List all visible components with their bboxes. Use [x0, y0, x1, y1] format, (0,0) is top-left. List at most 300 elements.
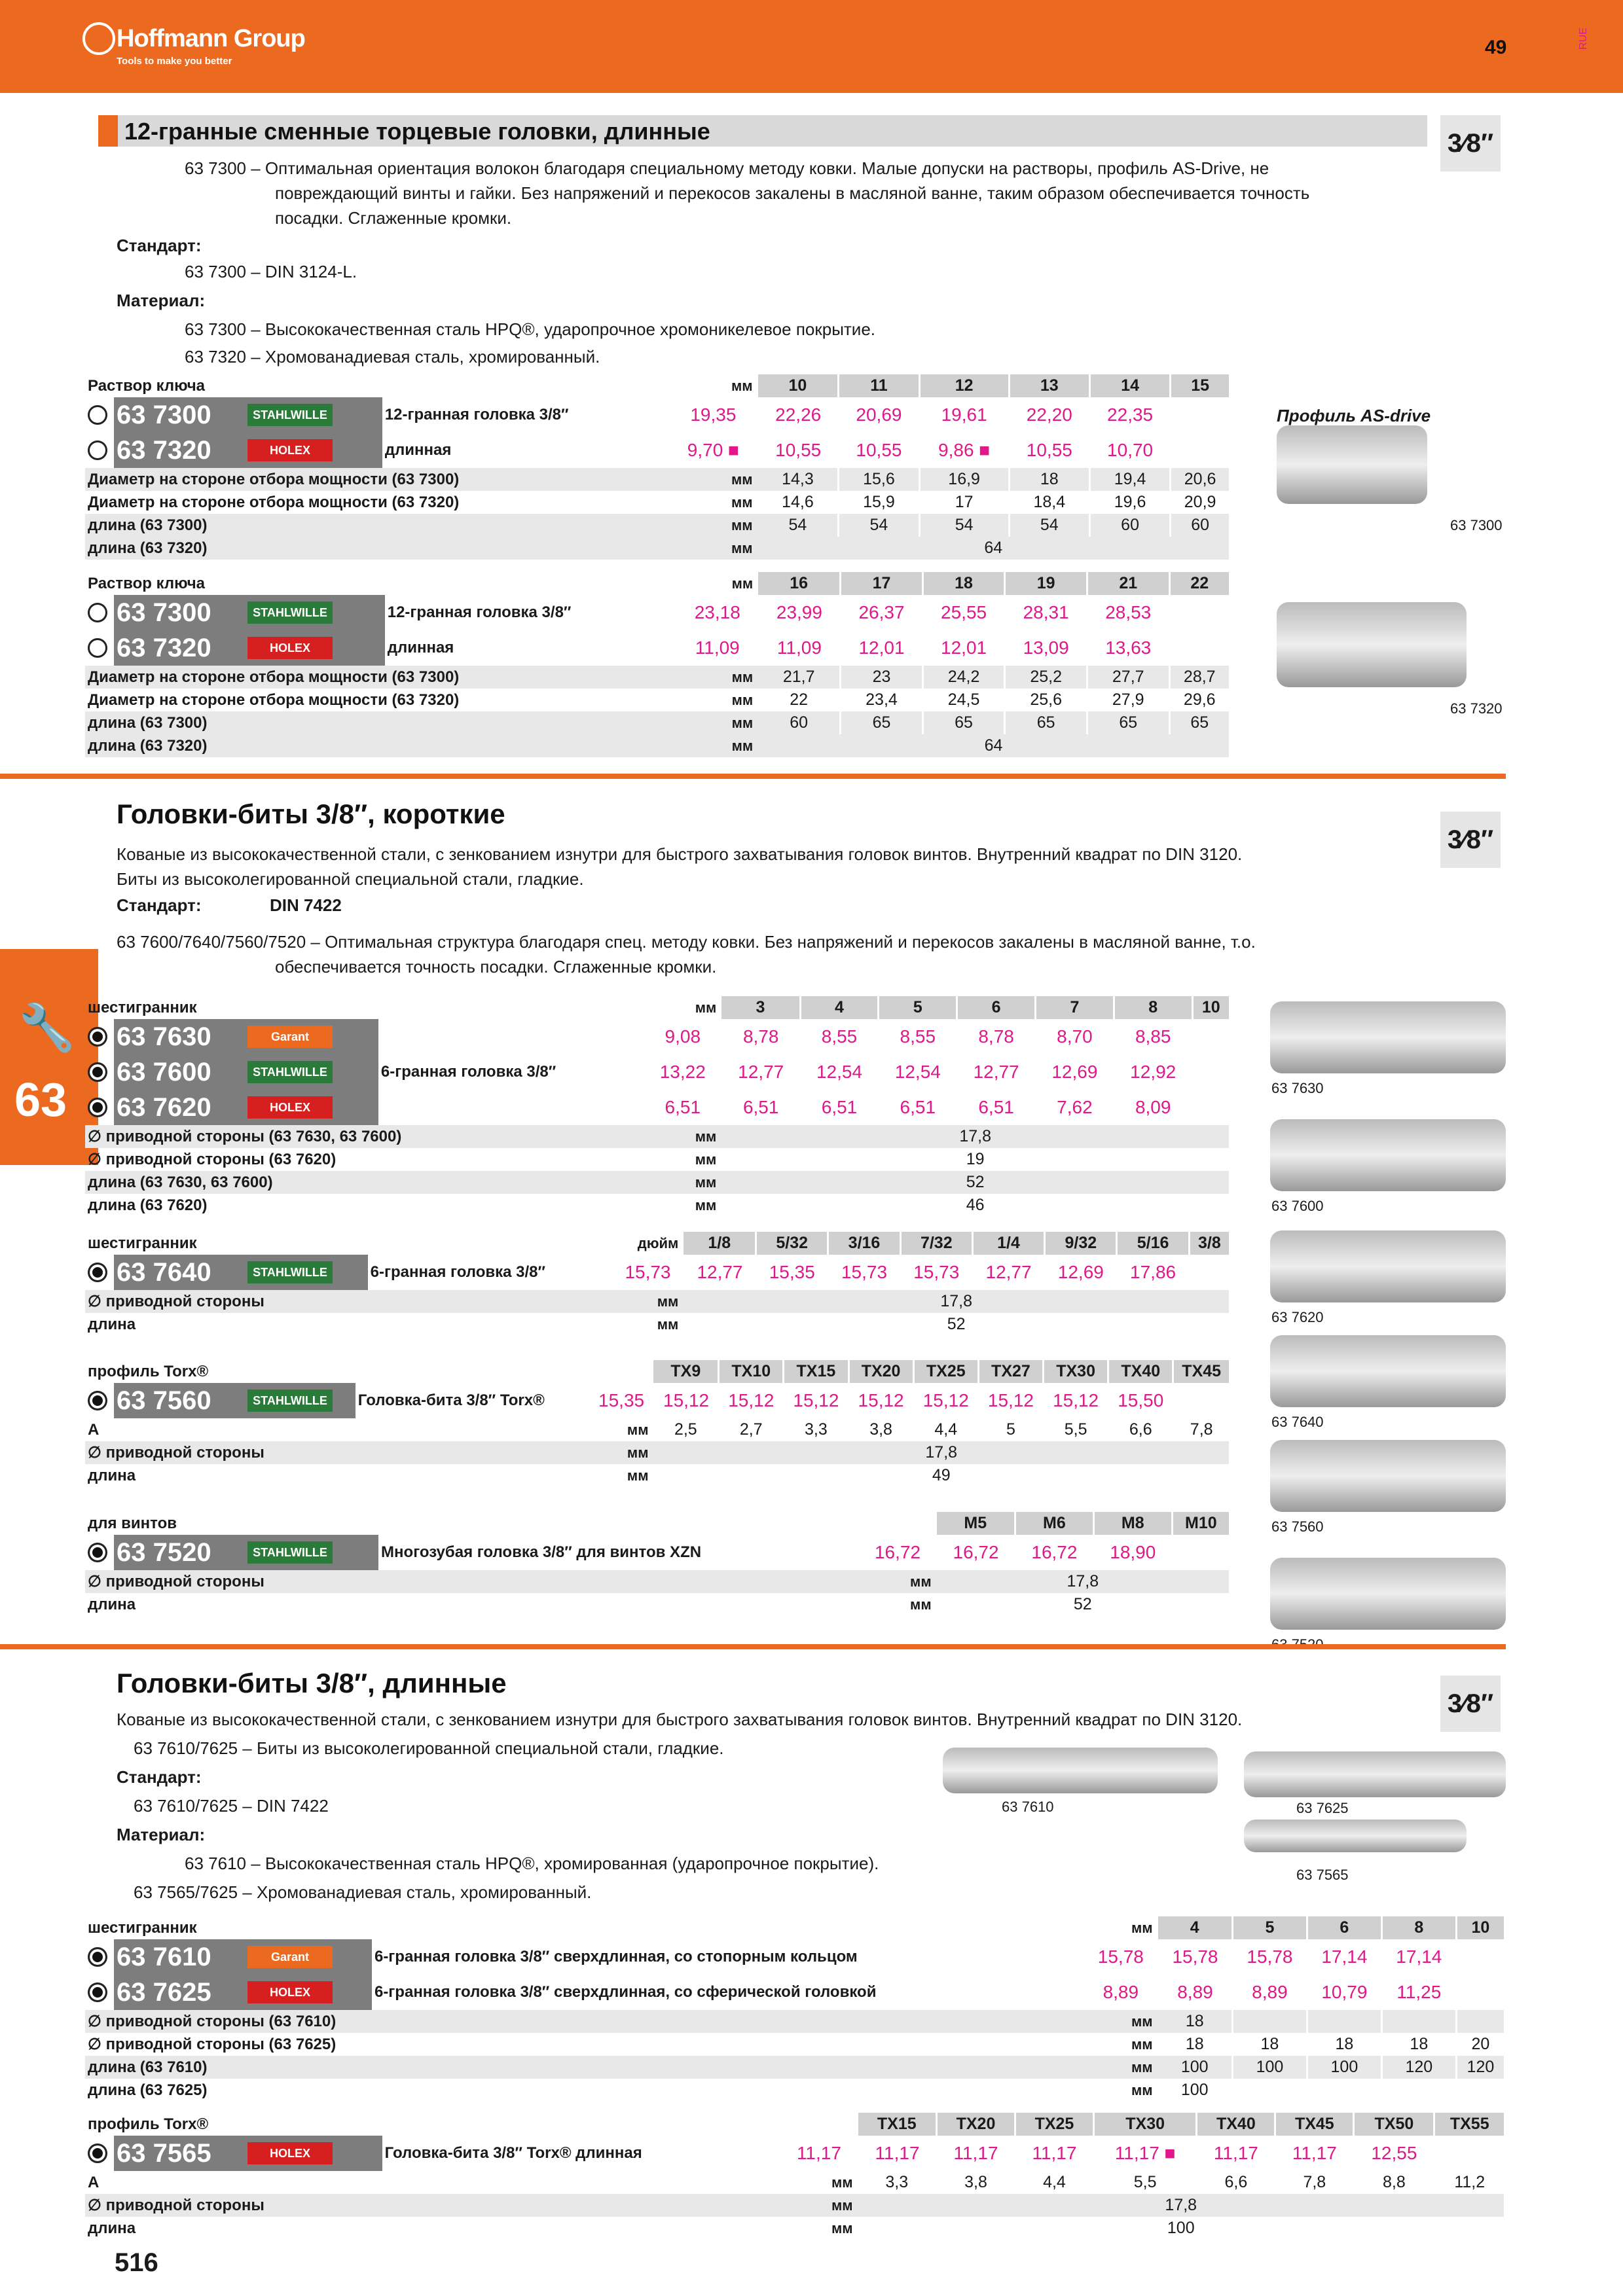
brand-cell [245, 1090, 378, 1125]
product-code[interactable]: 63 7320 [114, 433, 245, 468]
price-cell[interactable]: 15,12 [784, 1383, 848, 1418]
spec-value: 17,8 [937, 1570, 1230, 1593]
product-radio[interactable] [88, 1027, 107, 1047]
spec-value: 17,8 [858, 2194, 1505, 2217]
price-cell[interactable]: 16,72 [1015, 1535, 1093, 1570]
product-code[interactable]: 63 7520 [114, 1535, 245, 1570]
size-header: 18 [922, 572, 1005, 595]
product-description: 12-гранная головка 3/8″ [387, 603, 572, 621]
product-description: длинная [387, 639, 454, 656]
brand-tagline: Tools to make you better [117, 56, 232, 67]
size-header: 21 [1087, 572, 1169, 595]
product-radio[interactable] [88, 1098, 107, 1117]
spec-value: 18 [1381, 2033, 1456, 2056]
size-header: TX27 [978, 1360, 1043, 1383]
unit-label: мм [670, 537, 758, 560]
product-code[interactable]: 63 7300 [114, 397, 245, 433]
price-cell[interactable]: 20,69 [839, 397, 919, 433]
price-cell[interactable]: 8,55 [879, 1019, 957, 1054]
price-cell[interactable]: 8,55 [800, 1019, 879, 1054]
brand-cell [245, 1535, 378, 1570]
spec-value: 25,6 [1005, 689, 1087, 711]
column-header: профиль Torx® [88, 2115, 209, 2133]
spec-label: ∅ приводной стороны [85, 2194, 781, 2217]
size-header: 10 [1456, 1916, 1504, 1939]
drive-size-badge: 3⁄8″ [1440, 115, 1501, 171]
product-radio[interactable] [88, 405, 107, 425]
size-header: 8 [1114, 996, 1192, 1019]
spec-label: Диаметр на стороне отбора мощности (63 7320) [88, 493, 460, 511]
unit-label: мм [695, 1151, 717, 1168]
price-cell[interactable]: 12,01 [841, 630, 923, 666]
spec-label: длина [88, 1466, 136, 1484]
spec-value: 20,9 [1171, 491, 1230, 514]
image-caption: 63 7620 [1271, 1309, 1324, 1325]
column-header: профиль Torx® [88, 1362, 209, 1380]
size-header: M10 [1172, 1512, 1230, 1535]
price-cell[interactable]: 10,55 [1009, 433, 1089, 468]
price-cell[interactable]: 12,54 [879, 1054, 957, 1090]
price-cell[interactable]: 10,79 [1307, 1975, 1381, 2010]
price-cell[interactable]: 12,77 [957, 1054, 1036, 1090]
select-cell[interactable] [85, 1383, 114, 1418]
table-torx-long [85, 2113, 1506, 2240]
size-header: TX15 [858, 2113, 937, 2136]
size-header: 13 [1009, 374, 1089, 397]
size-header: 22 [1169, 572, 1230, 595]
price-cell[interactable]: 15,78 [1158, 1939, 1233, 1975]
size-header: 10 [758, 374, 839, 397]
select-cell[interactable] [85, 433, 114, 468]
size-header: 6 [957, 996, 1036, 1019]
spec-value: 120 [1381, 2056, 1456, 2079]
brand-cell [245, 630, 385, 666]
price-cell[interactable]: 16,72 [937, 1535, 1015, 1570]
table-sockets-16-22 [85, 572, 1231, 757]
column-header: шестигранник [88, 1234, 197, 1252]
product-image [1277, 602, 1467, 687]
price-cell[interactable]: 6,51 [957, 1090, 1036, 1125]
unit-label: мм [731, 377, 753, 394]
price-cell[interactable]: 17,86 [1117, 1255, 1189, 1290]
spec-value: 5 [978, 1418, 1043, 1441]
brand-logo: HOLEX [247, 439, 333, 461]
spec-value: 100 [1307, 2056, 1381, 2079]
price-cell[interactable]: 13,09 [1005, 630, 1087, 666]
image-caption: 63 7320 [1450, 700, 1503, 717]
price-cell[interactable]: 15,73 [828, 1255, 900, 1290]
material-label: Материал: [117, 1825, 206, 1844]
price-cell[interactable]: 15,12 [1044, 1383, 1108, 1418]
select-cell[interactable] [85, 397, 114, 433]
spec-value [1307, 2010, 1381, 2033]
price-cell[interactable]: 11,17 [781, 2136, 858, 2171]
price-cell[interactable]: 15,50 [1108, 1383, 1173, 1418]
product-code[interactable]: 63 7625 [114, 1975, 245, 2010]
price-cell[interactable]: 11,17 [937, 2136, 1015, 2171]
chapter-tab[interactable] [0, 949, 98, 1165]
price-cell[interactable]: 15,35 [756, 1255, 828, 1290]
unit-label: мм [695, 999, 717, 1016]
brand-logo: STAHLWILLE [247, 1061, 333, 1083]
spec-value: 54 [839, 514, 919, 537]
size-header: 9/32 [1045, 1232, 1117, 1255]
standard-value: 63 7610/7625 – DIN 7422 [134, 1796, 329, 1816]
price-cell[interactable]: 10,55 [758, 433, 839, 468]
spec-value: 18,4 [1009, 491, 1089, 514]
price-cell[interactable]: 15,12 [719, 1383, 784, 1418]
price-cell[interactable]: 12,54 [800, 1054, 879, 1090]
price-cell[interactable]: 16,72 [860, 1535, 937, 1570]
image-caption: 63 7630 [1271, 1080, 1324, 1096]
size-header: TX40 [1108, 1360, 1173, 1383]
size-header: 3/16 [828, 1232, 900, 1255]
size-header: 4 [800, 996, 879, 1019]
product-radio[interactable] [88, 440, 107, 460]
brand-logo: STAHLWILLE [247, 1541, 333, 1564]
column-header: для винтов [88, 1514, 177, 1532]
tools-icon: 🔧 [18, 1002, 76, 1053]
price-cell[interactable]: 9,70 ■ [670, 433, 758, 468]
product-code[interactable]: 63 7565 [114, 2136, 245, 2171]
product-code[interactable]: 63 7320 [114, 630, 245, 666]
price-cell[interactable]: 11,17 [1197, 2136, 1275, 2171]
price-cell[interactable]: 22,20 [1009, 397, 1089, 433]
size-header: TX55 [1434, 2113, 1505, 2136]
brand-logo: HOLEX [247, 2142, 333, 2164]
spec-value: 17,8 [721, 1125, 1230, 1148]
spec-label: ∅ приводной стороны [85, 1290, 613, 1313]
price-cell[interactable]: 8,89 [1232, 1975, 1307, 2010]
size-header: 3 [721, 996, 800, 1019]
unit-label: мм [1085, 2010, 1158, 2033]
standard-label: Стандарт: [117, 1767, 202, 1787]
size-header: 5 [1232, 1916, 1307, 1939]
unit-label: мм [1131, 2081, 1153, 2098]
product-radio[interactable] [88, 1263, 107, 1282]
spec-value [1456, 2010, 1504, 2033]
spec-label: длина (63 7320) [85, 537, 670, 560]
product-radio[interactable] [88, 1543, 107, 1562]
spec-value: 11,2 [1434, 2171, 1505, 2194]
unit-label [860, 1512, 937, 1535]
spec-label: A [88, 1420, 100, 1439]
profile-label: Профиль AS-drive [1277, 406, 1431, 425]
spec-label: длина (63 7610) [85, 2056, 1085, 2079]
table-sockets-10-15 [85, 374, 1231, 560]
material-value: 63 7300 – Высококачественная сталь HPQ®, ударопрочное хромоникелевое покрытие. [185, 319, 876, 339]
unit-label: мм [627, 1421, 649, 1438]
product-image [1270, 1001, 1506, 1073]
price-cell[interactable]: 11,09 [678, 630, 758, 666]
price-cell[interactable]: 17,14 [1307, 1939, 1381, 1975]
select-cell[interactable] [85, 595, 114, 630]
price-cell[interactable]: 13,22 [645, 1054, 722, 1090]
price-cell[interactable]: 22,35 [1089, 397, 1170, 433]
spec-value: 2,5 [653, 1418, 718, 1441]
size-header: TX9 [653, 1360, 718, 1383]
select-cell[interactable] [85, 1054, 114, 1090]
brand-logo: Garant [247, 1026, 333, 1048]
spec-value: 6,6 [1108, 1418, 1173, 1441]
spec-value: 6,6 [1197, 2171, 1275, 2194]
price-cell[interactable]: 11,17 [858, 2136, 937, 2171]
brand-logo[interactable] [117, 25, 305, 67]
header-bar [0, 0, 1623, 93]
spec-value: 16,9 [919, 468, 1009, 491]
price-cell[interactable]: 12,77 [684, 1255, 756, 1290]
price-cell[interactable]: 8,09 [1114, 1090, 1192, 1125]
price-cell[interactable]: 23,99 [758, 595, 841, 630]
size-header: 6 [1307, 1916, 1381, 1939]
price-cell[interactable]: 8,89 [1085, 1975, 1158, 2010]
spec-label: Диаметр на стороне отбора мощности (63 7300) [85, 666, 678, 689]
price-cell[interactable]: 15,12 [653, 1383, 718, 1418]
price-cell[interactable]: 9,86 ■ [919, 433, 1009, 468]
spec-value: 54 [758, 514, 839, 537]
spec-value: 18 [1158, 2010, 1233, 2033]
table-torx-short [85, 1360, 1231, 1487]
price-cell[interactable]: 12,01 [922, 630, 1005, 666]
price-cell[interactable]: 25,55 [922, 595, 1005, 630]
price-cell[interactable]: 10,70 [1089, 433, 1170, 468]
sec1-desc: посадки. Сглаженные кромки. [275, 208, 512, 228]
spec-label: A [88, 2173, 100, 2191]
spec-value: 24,2 [922, 666, 1005, 689]
image-caption: 63 7610 [1002, 1799, 1054, 1815]
product-radio[interactable] [88, 1947, 107, 1967]
unit-label: мм [678, 711, 758, 734]
select-cell[interactable] [85, 2136, 114, 2171]
product-image [1277, 425, 1427, 504]
spec-value: 21,7 [758, 666, 841, 689]
unit-label: мм [1085, 2056, 1158, 2079]
price-cell[interactable]: 18,90 [1093, 1535, 1172, 1570]
brand-cell [245, 1975, 372, 2010]
spec-label: длина (63 7300) [85, 711, 678, 734]
spec-label: длина (63 7630, 63 7600) [85, 1171, 645, 1194]
price-cell[interactable]: 8,70 [1036, 1019, 1114, 1054]
brand-cell [245, 433, 382, 468]
price-cell[interactable]: 28,31 [1005, 595, 1087, 630]
price-cell[interactable]: 12,92 [1114, 1054, 1192, 1090]
unit-label: мм [731, 575, 754, 592]
price-cell[interactable]: 7,62 [1036, 1090, 1114, 1125]
price-cell[interactable]: 12,69 [1045, 1255, 1117, 1290]
sec2-desc: Биты из высоколегированной специальной стали, гладкие. [117, 869, 584, 889]
price-cell[interactable]: 12,55 [1354, 2136, 1434, 2171]
size-header: TX40 [1197, 2113, 1275, 2136]
price-cell[interactable]: 8,89 [1158, 1975, 1233, 2010]
select-cell[interactable] [85, 1255, 114, 1290]
brand-logo: STAHLWILLE [247, 1261, 333, 1283]
unit-label: мм [831, 2174, 853, 2191]
product-radio[interactable] [88, 603, 107, 622]
price-cell[interactable]: 11,09 [758, 630, 841, 666]
product-description: длинная [384, 441, 452, 459]
price-cell[interactable]: 15,12 [913, 1383, 978, 1418]
spec-label: ∅ приводной стороны [85, 1441, 590, 1464]
price-cell[interactable]: 12,77 [721, 1054, 800, 1090]
size-header: TX25 [1015, 2113, 1093, 2136]
spec-value: 7,8 [1173, 1418, 1230, 1441]
size-header: 11 [839, 374, 919, 397]
drive-size-badge: 3⁄8″ [1440, 1676, 1501, 1732]
spec-value: 25,2 [1005, 666, 1087, 689]
select-cell[interactable] [85, 1975, 114, 2010]
product-description [378, 1090, 645, 1125]
product-radio[interactable] [88, 1062, 107, 1082]
product-description: 6-гранная головка 3/8″ сверхдлинная, со сферической головкой [374, 1983, 877, 2001]
price-cell[interactable]: 8,78 [721, 1019, 800, 1054]
product-code[interactable]: 63 7300 [114, 595, 245, 630]
price-cell[interactable]: 19,61 [919, 397, 1009, 433]
spec-label: ∅ приводной стороны (63 7630, 63 7600) [85, 1125, 645, 1148]
spec-value: 60 [758, 711, 841, 734]
price-cell[interactable]: 15,73 [613, 1255, 684, 1290]
price-cell[interactable]: 6,51 [800, 1090, 879, 1125]
unit-label: мм [695, 1196, 717, 1213]
price-cell[interactable]: 15,73 [900, 1255, 972, 1290]
spec-value: 52 [684, 1313, 1230, 1336]
image-caption: 63 7560 [1271, 1518, 1324, 1535]
price-cell[interactable]: 15,78 [1085, 1939, 1158, 1975]
price-cell[interactable]: 23,18 [678, 595, 758, 630]
spec-value: 17 [919, 491, 1009, 514]
price-cell[interactable]: 9,08 [645, 1019, 722, 1054]
price-cell[interactable]: 13,63 [1087, 630, 1169, 666]
price-cell[interactable]: 19,35 [670, 397, 758, 433]
price-cell[interactable]: 22,26 [758, 397, 839, 433]
spec-value: 14,3 [758, 468, 839, 491]
price-cell[interactable]: 10,55 [839, 433, 919, 468]
image-caption: 63 7565 [1296, 1867, 1349, 1883]
spec-value: 52 [721, 1171, 1230, 1194]
product-image [943, 1748, 1218, 1793]
page-number: 516 [115, 2248, 158, 2277]
select-cell[interactable] [85, 1939, 114, 1975]
unit-label [781, 2113, 858, 2136]
spec-value: 20,6 [1171, 468, 1230, 491]
product-code[interactable]: 63 7600 [114, 1054, 245, 1090]
spec-value: 64 [758, 537, 1230, 560]
unit-label: мм [1131, 1919, 1153, 1936]
product-radio[interactable] [88, 1982, 107, 2002]
size-header: 14 [1089, 374, 1170, 397]
price-cell[interactable]: 11,17 [1015, 2136, 1093, 2171]
price-cell[interactable]: 11,25 [1381, 1975, 1456, 2010]
spec-value: 3,8 [937, 2171, 1015, 2194]
unit-label: мм [645, 1171, 722, 1194]
spec-value: 28,7 [1169, 666, 1230, 689]
product-code[interactable]: 63 7560 [114, 1383, 245, 1418]
price-cell[interactable]: 28,53 [1087, 595, 1169, 630]
price-cell[interactable]: 6,51 [879, 1090, 957, 1125]
brand-cell [245, 1019, 378, 1054]
price-cell[interactable]: 8,78 [957, 1019, 1036, 1054]
unit-label: мм [678, 666, 758, 689]
product-radio[interactable] [88, 1391, 107, 1410]
section-divider [0, 1644, 1506, 1649]
spec-value: 18 [1307, 2033, 1381, 2056]
price-cell[interactable]: 8,85 [1114, 1019, 1192, 1054]
product-code[interactable]: 63 7640 [114, 1255, 245, 1290]
select-cell[interactable] [85, 630, 114, 666]
unit-label: дюйм [637, 1234, 679, 1251]
size-header: TX20 [848, 1360, 913, 1383]
brand-logo: STAHLWILLE [247, 1390, 333, 1412]
spec-label: ∅ приводной стороны (63 7610) [85, 2010, 1085, 2033]
price-cell[interactable]: 15,12 [848, 1383, 913, 1418]
spec-value: 29,6 [1169, 689, 1230, 711]
column-header: Раствор ключа [88, 376, 205, 395]
column-header: шестигранник [88, 998, 197, 1016]
select-cell[interactable] [85, 1535, 114, 1570]
unit-label: мм [1131, 2036, 1153, 2053]
price-cell[interactable]: 17,14 [1381, 1939, 1456, 1975]
brand-logo: HOLEX [247, 637, 333, 659]
price-cell[interactable]: 15,12 [978, 1383, 1043, 1418]
brand-cell [245, 1054, 378, 1090]
section1-title: 12-гранные сменные торцевые головки, длинные [124, 118, 710, 145]
size-header: 19 [1005, 572, 1087, 595]
material-value: 63 7320 – Хромованадиевая сталь, хромированный. [185, 347, 600, 367]
sec2-desc: Кованые из высококачественной стали, с зенкованием изнутри для быстрого захватывания головок винтов. Внутренний квадрат по DIN 3120. [117, 844, 1243, 864]
product-code[interactable]: 63 7610 [114, 1939, 245, 1975]
spec-value: 27,9 [1087, 689, 1169, 711]
product-description: 6-гранная головка 3/8″ [370, 1263, 545, 1281]
price-cell[interactable]: 11,17 ■ [1093, 2136, 1196, 2171]
spec-value: 3,3 [784, 1418, 848, 1441]
select-cell[interactable] [85, 1019, 114, 1054]
size-header: 7 [1036, 996, 1114, 1019]
product-image [1270, 1335, 1506, 1407]
price-cell[interactable]: 15,78 [1232, 1939, 1307, 1975]
select-cell[interactable] [85, 1090, 114, 1125]
spec-label: длина [88, 2219, 136, 2237]
price-cell[interactable]: 6,51 [645, 1090, 722, 1125]
product-description: Головка-бита 3/8″ Torx® длинная [384, 2144, 642, 2162]
spec-value: 23,4 [841, 689, 923, 711]
product-radio[interactable] [88, 638, 107, 658]
product-code[interactable]: 63 7630 [114, 1019, 245, 1054]
standard-label: Стандарт: [117, 236, 202, 255]
price-cell[interactable]: 12,77 [972, 1255, 1044, 1290]
price-cell[interactable]: 11,17 [1275, 2136, 1354, 2171]
spec-value [1381, 2010, 1456, 2033]
spec-value: 3,8 [848, 1418, 913, 1441]
section-divider [0, 774, 1506, 779]
unit-label: мм [831, 2219, 853, 2236]
unit-label: мм [781, 2194, 858, 2217]
sec1-desc: 63 7300 – Оптимальная ориентация волокон благодаря специальному методу ковки. Малые допуски на растворы, профиль AS-Drive, не [185, 158, 1269, 178]
spec-value: 18 [1232, 2033, 1307, 2056]
sec1-desc: повреждающий винты и гайки. Без напряжений и перекосов закалены в масляной ванне, таким образом обеспечивается точность [275, 183, 1310, 203]
price-cell[interactable]: 26,37 [841, 595, 923, 630]
product-radio[interactable] [88, 2144, 107, 2163]
spec-value: 3,3 [858, 2171, 937, 2194]
product-code[interactable]: 63 7620 [114, 1090, 245, 1125]
price-cell[interactable]: 15,35 [590, 1383, 653, 1418]
spec-value: 65 [1169, 711, 1230, 734]
product-image [1270, 1440, 1506, 1512]
spec-value: 65 [1005, 711, 1087, 734]
price-cell[interactable]: 6,51 [721, 1090, 800, 1125]
sec3-desc: Кованые из высококачественной стали, с зенкованием изнутри для быстрого захватывания головок винтов. Внутренний квадрат по DIN 3120. [117, 1710, 1243, 1729]
price-cell[interactable]: 12,69 [1036, 1054, 1114, 1090]
spec-label: Диаметр на стороне отбора мощности (63 7320) [88, 691, 460, 709]
image-caption: 63 7600 [1271, 1198, 1324, 1214]
